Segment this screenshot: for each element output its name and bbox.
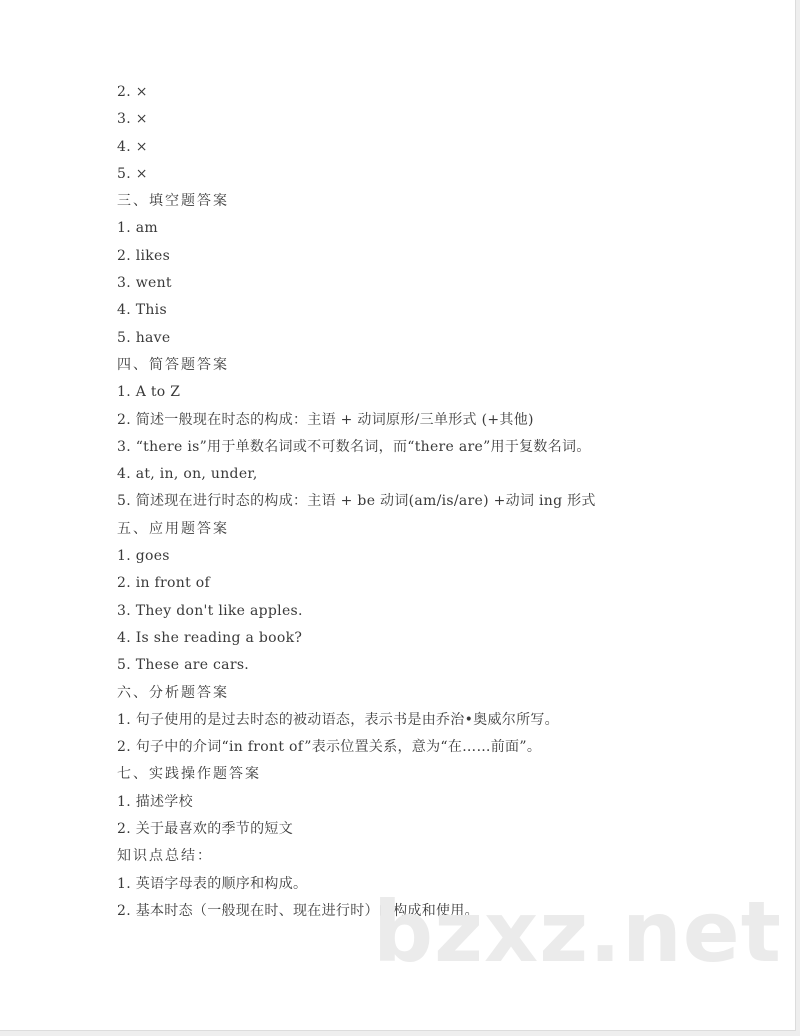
answer-line: 1. 句子使用的是过去时态的被动语态，表示书是由乔治•奥威尔所写。: [117, 711, 559, 728]
section-heading: 四、简答题答案: [117, 356, 229, 373]
answer-line: 2. 简述一般现在时态的构成：主语 + 动词原形/三单形式 (+其他): [117, 411, 534, 428]
section-heading: 六、分析题答案: [117, 684, 229, 701]
answer-line: 1. am: [117, 220, 158, 237]
answer-line: 2. 基本时态（一般现在时、现在进行时）的构成和使用。: [117, 902, 479, 919]
answer-line: 4. ×: [117, 138, 148, 155]
answer-line: 3. went: [117, 275, 172, 292]
section-heading: 五、应用题答案: [117, 520, 229, 537]
answer-line: 5. 简述现在进行时态的构成：主语 + be 动词(am/is/are) +动词 ing 形式: [117, 493, 596, 510]
answer-line: 3. ×: [117, 111, 148, 128]
answer-line: 2. ×: [117, 84, 148, 100]
watermark: bzxz.net: [373, 883, 782, 981]
section-heading: 三、填空题答案: [117, 193, 229, 210]
answer-line: 1. 描述学校: [117, 793, 193, 810]
answer-line: 4. Is she reading a book?: [117, 629, 303, 646]
answer-line: 2. 句子中的介词“in front of”表示位置关系，意为“在……前面”。: [117, 739, 542, 756]
answer-line: 4. at, in, on, under,: [117, 466, 258, 483]
answer-line: 3. They don't like apples.: [117, 602, 303, 619]
answer-line: 5. ×: [117, 165, 148, 182]
answer-line: 2. 关于最喜欢的季节的短文: [117, 821, 294, 838]
answer-line: 4. This: [117, 302, 167, 319]
answer-line: 5. These are cars.: [117, 657, 250, 674]
answer-line: 5. have: [117, 329, 171, 346]
section-heading: 七、实践操作题答案: [117, 766, 261, 783]
answer-line: 1. goes: [117, 548, 170, 565]
answer-line: 2. in front of: [117, 575, 210, 592]
answer-line: 1. 英语字母表的顺序和构成。: [117, 875, 308, 892]
answer-line: 3. “there is”用于单数名词或不可数名词，而“there are”用于复数名词。: [117, 438, 591, 455]
section-heading: 知识点总结：: [117, 848, 213, 865]
answer-line: 2. likes: [117, 247, 171, 264]
answer-line: 1. A to Z: [117, 384, 181, 401]
document-content: [117, 79, 757, 925]
